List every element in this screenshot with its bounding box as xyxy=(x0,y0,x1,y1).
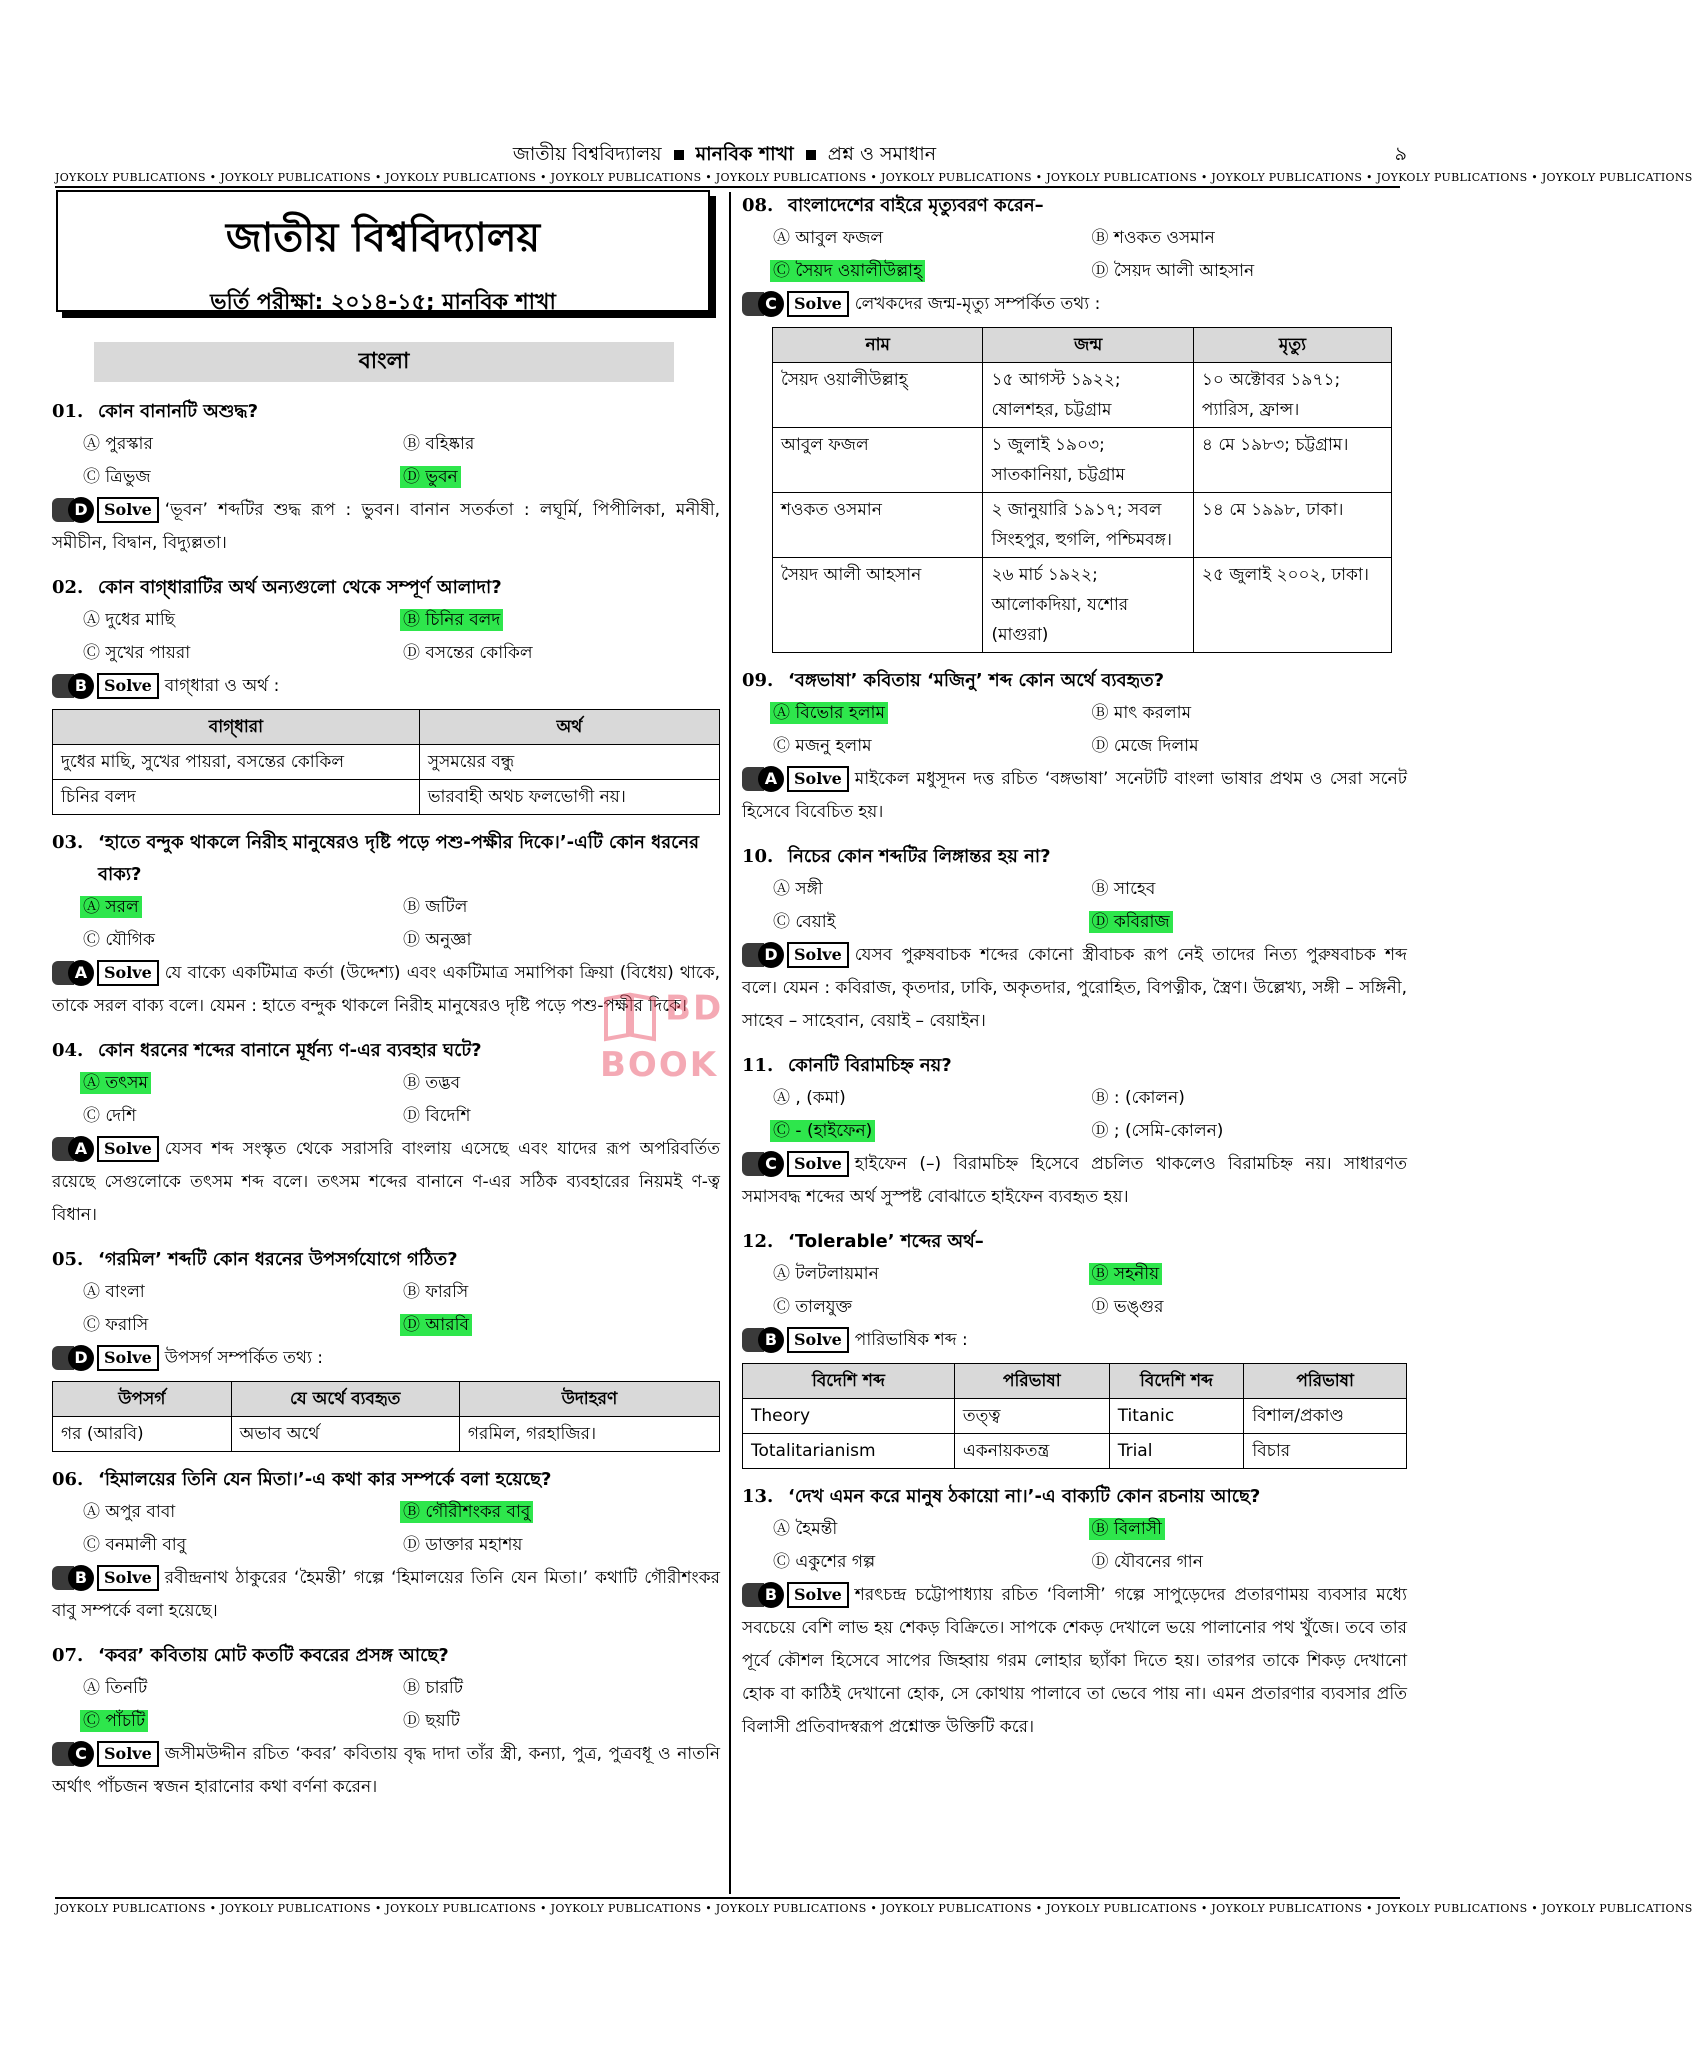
question-text: ‘বঙ্গভাষা’ কবিতায় ‘মজিনু’ শব্দ কোন অর্থে ব্যবহৃত? xyxy=(788,670,1165,691)
answer-letter: A xyxy=(758,766,784,792)
options xyxy=(742,222,1407,288)
page-header-title xyxy=(0,140,1449,172)
solve-badge xyxy=(742,1327,849,1353)
table-cell: ৪ মে ১৯৮৩; চট্টগ্রাম। xyxy=(1193,428,1391,493)
question-number: 06. xyxy=(52,1469,84,1490)
solution xyxy=(742,1579,1407,1744)
answer-letter: C xyxy=(758,1151,784,1177)
table-header: নাম xyxy=(773,328,983,363)
question-text: নিচের কোন শব্দটির লিঙ্গান্তর হয় না? xyxy=(788,846,1051,867)
solution-text: মাইকেল মধুসূদন দত্ত রচিত ‘বঙ্গভাষা’ সনেটটি বাংলা ভাষার প্রথম ও সেরা সনেট হিসেবে বিবেচিত হয়। xyxy=(742,769,1407,822)
solution-text: শরৎচন্দ্র চট্টোপাধ্যায় রচিত ‘বিলাসী’ গল্পে সাপুড়েদের প্রতারণাময় ব্যবসার মধ্যে সবচেয়ে বেশি লাভ হয় শেকড় বিক্রিতে। সাপকে শেকড় দেখালে ভয়ে পালানোর পথ খুঁজে। তবে তার পূর্বে কৌশল হিসেবে সাপের জিহ্বায় গরম লোহার ছ্যাঁকা দিতে হয়। তারপর তাকে শিকড় দেখানো হোক বা কাঠিই দেখানো হোক, সে কোথায় পালাবে তা ভেবে পায় না। এমন প্রতারণার ব্যবসার প্রতি বিলাসী প্রতিবাদস্বরূপ প্রশ্নোক্ত উক্তিটি করে। xyxy=(742,1585,1407,1737)
options xyxy=(742,1258,1407,1324)
solve-label: Solve xyxy=(97,497,159,523)
table-header: বিদেশি শব্দ xyxy=(743,1364,955,1399)
table-cell: ১০ অক্টোবর ১৯৭১; প্যারিস, ফ্রান্স। xyxy=(1193,363,1391,428)
solve-badge xyxy=(742,1151,849,1177)
table-cell: বিচার xyxy=(1244,1434,1407,1469)
subject-heading: বাংলা xyxy=(94,342,674,382)
option-d-correct[interactable]: Ⓓ কবিরাজ xyxy=(1089,911,1173,933)
option-d[interactable]: Ⓓ বসন্তের কোকিল xyxy=(403,643,533,663)
solve-label: Solve xyxy=(97,1136,159,1162)
solve-label: Solve xyxy=(787,291,849,317)
options xyxy=(52,1276,720,1342)
solution xyxy=(52,670,720,703)
page-number: ৯ xyxy=(1394,143,1407,165)
solve-badge xyxy=(52,1565,159,1591)
question-11 xyxy=(742,1050,1407,1214)
solve-badge xyxy=(52,1741,159,1767)
table-header: উদাহরণ xyxy=(459,1382,719,1417)
table-cell: চিনির বলদ xyxy=(53,780,420,815)
option-d[interactable]: Ⓓ যৌবনের গান xyxy=(1091,1552,1203,1572)
options xyxy=(52,891,720,957)
table-header: যে অর্থে ব্যবহৃত xyxy=(231,1382,459,1417)
table-header: বিদেশি শব্দ xyxy=(1109,1364,1244,1399)
solve-label: Solve xyxy=(97,960,159,986)
option-a[interactable]: Ⓐ অপুর বাবা xyxy=(83,1502,176,1522)
answer-letter: B xyxy=(68,673,94,699)
table-cell: ১ জুলাই ১৯০৩; সাতকানিয়া, চট্টগ্রাম xyxy=(983,428,1193,493)
question-text: কোন বাগ্‌ধারাটির অর্থ অন্যগুলো থেকে সম্পূর্ণ আলাদা? xyxy=(98,577,502,598)
header-rule xyxy=(55,186,1400,188)
solution-text: বাগ্‌ধারা ও অর্থ : xyxy=(164,676,280,696)
table-header: অর্থ xyxy=(419,710,719,745)
right-column xyxy=(742,190,1407,1756)
question-02 xyxy=(52,572,720,815)
title-box xyxy=(56,190,710,315)
solve-badge xyxy=(742,291,849,317)
option-d[interactable]: Ⓓ বিদেশি xyxy=(403,1106,471,1126)
option-a[interactable]: Ⓐ পুরস্কার xyxy=(83,434,153,454)
solution xyxy=(742,763,1407,829)
solve-label: Solve xyxy=(97,673,159,699)
option-a[interactable]: Ⓐ তিনটি xyxy=(83,1678,148,1698)
option-c[interactable]: Ⓒ সুখের পায়রা xyxy=(83,643,191,663)
solution-text: ‘ভূবন’ শব্দটির শুদ্ধ রূপ : ভুবন। বানান সতর্কতা : লঘূর্মি, পিপীলিকা, মনীষী, সমীচীন, বিদ্বান, বিদ্যুল্লতা। xyxy=(52,500,720,553)
header-text-branch: মানবিক শাখা xyxy=(695,143,794,165)
option-d[interactable]: Ⓓ ছয়টি xyxy=(403,1711,460,1731)
solve-badge xyxy=(52,497,159,523)
option-c-correct[interactable]: Ⓒ - (হাইফেন) xyxy=(770,1120,875,1142)
question-number: 11. xyxy=(742,1055,774,1076)
option-b[interactable]: Ⓑ চারটি xyxy=(403,1678,463,1698)
question-06 xyxy=(52,1464,720,1628)
option-b-correct[interactable]: Ⓑ চিনির বলদ xyxy=(400,609,503,631)
question-number: 05. xyxy=(52,1249,84,1270)
solve-label: Solve xyxy=(787,1327,849,1353)
solution-text: পারিভাষিক শব্দ : xyxy=(854,1330,968,1350)
watermark-text: BD BOOK xyxy=(600,988,724,1085)
solve-badge xyxy=(52,673,159,699)
option-b[interactable]: Ⓑ সাহেব xyxy=(1091,879,1156,899)
solution-text: হাইফেন (–) বিরামচিহ্ন হিসেবে প্রচলিত থাকলেও বিরামচিহ্ন নয়। সাধারণত সমাসবদ্ধ শব্দের অর্থ সুস্পষ্ট বোঝাতে হাইফেন ব্যবহৃত হয়। xyxy=(742,1154,1407,1207)
footer-rule xyxy=(55,1897,1400,1899)
table-header: পরিভাষা xyxy=(1244,1364,1407,1399)
option-c[interactable]: Ⓒ ফরাসি xyxy=(83,1315,149,1335)
option-a-correct[interactable]: Ⓐ বিভোর হলাম xyxy=(770,702,888,724)
idiom-table xyxy=(52,709,720,815)
question-number: 13. xyxy=(742,1486,774,1507)
solve-label: Solve xyxy=(787,942,849,968)
options xyxy=(52,1496,720,1562)
header-text-university: জাতীয় বিশ্ববিদ্যালয় xyxy=(512,143,662,165)
solve-badge xyxy=(742,942,849,968)
answer-letter: D xyxy=(758,942,784,968)
table-cell: গরমিল, গরহাজির। xyxy=(459,1417,719,1452)
option-b-correct[interactable]: Ⓑ গৌরীশংকর বাবু xyxy=(400,1501,533,1523)
option-b[interactable]: Ⓑ : (কোলন) xyxy=(1091,1088,1185,1108)
option-b[interactable]: Ⓑ জটিল xyxy=(403,897,468,917)
question-text: ‘হিমালয়ের তিনি যেন মিতা।’-এ কথা কার সম্পর্কে বলা হয়েছে? xyxy=(98,1469,552,1490)
table-cell: ১৪ মে ১৯৯৮, ঢাকা। xyxy=(1193,493,1391,558)
authors-table xyxy=(772,327,1392,653)
question-number: 07. xyxy=(52,1645,84,1666)
table-header: উপসর্গ xyxy=(53,1382,232,1417)
options xyxy=(742,873,1407,939)
option-b[interactable]: Ⓑ ফারসি xyxy=(403,1282,469,1302)
table-cell: ২৫ জুলাই ২০০২, ঢাকা। xyxy=(1193,558,1391,653)
solve-label: Solve xyxy=(787,766,849,792)
option-d[interactable]: Ⓓ মেজে দিলাম xyxy=(1091,736,1199,756)
question-text: ‘দেখ এমন করে মানুষ ঠকায়ো না।’-এ বাক্যটি কোন রচনায় আছে? xyxy=(788,1486,1261,1507)
solution-text: লেখকদের জন্ম-মৃত্যু সম্পর্কিত তথ্য : xyxy=(854,294,1101,314)
question-text: কোন বানানটি অশুদ্ধ? xyxy=(98,401,259,422)
publisher-line-top: JOYKOLY PUBLICATIONS • JOYKOLY PUBLICATIONS • JOYKOLY PUBLICATIONS • JOYKOLY PUBLICATIONS • JOYKOLY PUBLICATIONS • JOYKOLY PUBLICATIONS • JOYKOLY PUBLICATIONS • JOYKOLY PUBLICATIONS • JOYKOLY PUBLICATIONS • JOYKOLY PUBLICATIONS xyxy=(55,171,1693,184)
question-number: 12. xyxy=(742,1231,774,1252)
option-a[interactable]: Ⓐ হৈমন্তী xyxy=(773,1519,838,1539)
exam-subtitle: ভর্তি পরীক্ষা: ২০১৪-১৫; মানবিক শাখা xyxy=(210,290,556,315)
question-number: 09. xyxy=(742,670,774,691)
option-c[interactable]: Ⓒ মজনু হলাম xyxy=(773,736,872,756)
solve-label: Solve xyxy=(97,1741,159,1767)
answer-letter: D xyxy=(68,1345,94,1371)
question-number: 01. xyxy=(52,401,84,422)
table-cell: দুধের মাছি, সুখের পায়রা, বসন্তের কোকিল xyxy=(53,745,420,780)
answer-letter: A xyxy=(68,960,94,986)
solve-label: Solve xyxy=(787,1582,849,1608)
book-icon xyxy=(600,985,660,1045)
solution-text: রবীন্দ্রনাথ ঠাকুরের ‘হৈমন্তী’ গল্পে ‘হিমালয়ের তিনি যেন মিতা।’ কথাটি গৌরীশংকর বাবু সম্পর্কে বলা হয়েছে। xyxy=(52,1568,720,1621)
question-number: 08. xyxy=(742,195,774,216)
solve-label: Solve xyxy=(787,1151,849,1177)
table-cell: গর (আরবি) xyxy=(53,1417,232,1452)
option-a[interactable]: Ⓐ , (কমা) xyxy=(773,1088,846,1108)
option-a[interactable]: Ⓐ বাংলা xyxy=(83,1282,145,1302)
solve-badge xyxy=(52,1345,159,1371)
option-c-correct[interactable]: Ⓒ পাঁচটি xyxy=(80,1710,148,1732)
option-c[interactable]: Ⓒ তালযুক্ত xyxy=(773,1297,853,1317)
solution-text: জসীমউদ্দীন রচিত ‘কবর’ কবিতায় বৃদ্ধ দাদা তাঁর স্ত্রী, কন্যা, পুত্র, পুত্রবধূ ও নাতনি অর্থাৎ পাঁচজন স্বজন হারানোর কথা বর্ণনা করেন। xyxy=(52,1744,720,1797)
answer-letter: C xyxy=(758,291,784,317)
table-header: বাগ্‌ধারা xyxy=(53,710,420,745)
question-12 xyxy=(742,1226,1407,1469)
table-cell: বিশাল/প্রকাণ্ড xyxy=(1244,1399,1407,1434)
option-d-correct[interactable]: Ⓓ আরবি xyxy=(400,1314,472,1336)
table-header: জন্ম xyxy=(983,328,1193,363)
question-07 xyxy=(52,1640,720,1804)
option-a[interactable]: Ⓐ সঙ্গী xyxy=(773,879,823,899)
table-cell: একনায়কতন্ত্র xyxy=(954,1434,1109,1469)
question-text: বাংলাদেশের বাইরে মৃত্যুবরণ করেন– xyxy=(788,195,1044,216)
option-c[interactable]: Ⓒ বেয়াই xyxy=(773,912,836,932)
question-10 xyxy=(742,841,1407,1038)
prefix-table xyxy=(52,1381,720,1452)
question-text: ‘Tolerable’ শব্দের অর্থ– xyxy=(788,1231,984,1252)
terminology-table xyxy=(742,1363,1407,1469)
table-cell: Theory xyxy=(743,1399,955,1434)
solution xyxy=(742,1148,1407,1214)
question-text: কোনটি বিরামচিহ্ন নয়? xyxy=(788,1055,952,1076)
option-c[interactable]: Ⓒ ত্রিভুজ xyxy=(83,467,151,487)
table-cell: ২৬ মার্চ ১৯২২; আলোকদিয়া, যশোর (মাগুরা) xyxy=(983,558,1193,653)
question-text: ‘হাতে বন্দুক থাকলে নিরীহ মানুষেরও দৃষ্টি পড়ে পশু-পক্ষীর দিকে।’-এটি কোন ধরনের বাক্য? xyxy=(98,832,700,885)
question-09 xyxy=(742,665,1407,829)
option-d[interactable]: Ⓓ ডাক্তার মহাশয় xyxy=(403,1535,523,1555)
table-cell: অভাব অর্থে xyxy=(231,1417,459,1452)
option-b[interactable]: Ⓑ বহিষ্কার xyxy=(403,434,475,454)
answer-letter: D xyxy=(68,497,94,523)
option-a[interactable]: Ⓐ আবুল ফজল xyxy=(773,228,884,248)
option-a-correct[interactable]: Ⓐ তৎসম xyxy=(80,1072,151,1094)
square-bullet-icon xyxy=(674,150,684,160)
table-cell: শওকত ওসমান xyxy=(773,493,983,558)
solution-text: যেসব শব্দ সংস্কৃত থেকে সরাসরি বাংলায় এসেছে এবং যাদের রূপ অপরিবর্তিত রয়েছে সেগুলোকে তৎসম শব্দ বলে। তৎসম শব্দের বানানে ণ-এর সঠিক ব্যবহারের নিয়মই ণ-ত্ব বিধান। xyxy=(52,1139,720,1225)
table-cell: সৈয়দ ওয়ালীউল্লাহ্ xyxy=(773,363,983,428)
option-d[interactable]: Ⓓ ভঙ্গুর xyxy=(1091,1297,1164,1317)
question-number: 02. xyxy=(52,577,84,598)
table-cell: Trial xyxy=(1109,1434,1244,1469)
options xyxy=(742,1513,1407,1579)
option-c[interactable]: Ⓒ বনমালী বাবু xyxy=(83,1535,187,1555)
answer-letter: B xyxy=(68,1565,94,1591)
solution xyxy=(742,939,1407,1038)
table-cell: ২ জানুয়ারি ১৯১৭; সবল সিংহপুর, হুগলি, পশ্চিমবঙ্গ। xyxy=(983,493,1193,558)
answer-letter: B xyxy=(758,1582,784,1608)
main-title: জাতীয় বিশ্ববিদ্যালয় xyxy=(225,215,541,261)
solution xyxy=(52,1133,720,1232)
solution xyxy=(52,1342,720,1375)
table-cell: Totalitarianism xyxy=(743,1434,955,1469)
option-d[interactable]: Ⓓ ; (সেমি-কোলন) xyxy=(1091,1121,1224,1141)
option-b[interactable]: Ⓑ শওকত ওসমান xyxy=(1091,228,1215,248)
question-05 xyxy=(52,1244,720,1452)
table-header: মৃত্যু xyxy=(1193,328,1391,363)
solve-badge xyxy=(52,1136,159,1162)
question-13 xyxy=(742,1481,1407,1744)
table-cell: Titanic xyxy=(1109,1399,1244,1434)
question-08 xyxy=(742,190,1407,653)
options xyxy=(52,428,720,494)
solve-badge xyxy=(742,1582,849,1608)
table-cell: আবুল ফজল xyxy=(773,428,983,493)
option-a-correct[interactable]: Ⓐ সরল xyxy=(80,896,142,918)
option-c[interactable]: Ⓒ দেশি xyxy=(83,1106,137,1126)
square-bullet-icon xyxy=(806,150,816,160)
question-text: ‘গরমিল’ শব্দটি কোন ধরনের উপসর্গযোগে গঠিত? xyxy=(98,1249,458,1270)
solution xyxy=(742,1324,1407,1357)
solve-badge xyxy=(742,766,849,792)
solution xyxy=(742,288,1407,321)
solve-label: Solve xyxy=(97,1565,159,1591)
option-d[interactable]: Ⓓ সৈয়দ আলী আহসান xyxy=(1091,261,1255,281)
solution-text: উপসর্গ সম্পর্কিত তথ্য : xyxy=(164,1348,324,1368)
option-d-correct[interactable]: Ⓓ ভুবন xyxy=(400,466,461,488)
options xyxy=(52,604,720,670)
solution xyxy=(52,1738,720,1804)
question-01 xyxy=(52,396,720,560)
option-a[interactable]: Ⓐ টলটলায়মান xyxy=(773,1264,879,1284)
options xyxy=(742,697,1407,763)
solve-label: Solve xyxy=(97,1345,159,1371)
answer-letter: B xyxy=(758,1327,784,1353)
solution-text: যে বাক্যে একটিমাত্র কর্তা (উদ্দেশ্য) এবং একটিমাত্র সমাপিকা ক্রিয়া (বিধেয়) থাকে, তাকে সরল বাক্য বলে। যেমন : হাতে বন্দুক থাকলে নিরীহ মানুষেরও দৃষ্টি পড়ে পশু-পক্ষীর দিকে। xyxy=(52,963,720,1016)
options xyxy=(742,1082,1407,1148)
publisher-line-bottom: JOYKOLY PUBLICATIONS • JOYKOLY PUBLICATIONS • JOYKOLY PUBLICATIONS • JOYKOLY PUBLICATIONS • JOYKOLY PUBLICATIONS • JOYKOLY PUBLICATIONS • JOYKOLY PUBLICATIONS • JOYKOLY PUBLICATIONS • JOYKOLY PUBLICATIONS • JOYKOLY PUBLICATIONS xyxy=(55,1902,1693,1915)
question-number: 04. xyxy=(52,1040,84,1061)
option-b-correct[interactable]: Ⓑ বিলাসী xyxy=(1089,1518,1165,1540)
table-header: পরিভাষা xyxy=(954,1364,1109,1399)
option-b-correct[interactable]: Ⓑ সহনীয় xyxy=(1089,1263,1163,1285)
table-cell: ১৫ আগস্ট ১৯২২; ষোলশহর, চট্টগ্রাম xyxy=(983,363,1193,428)
option-b[interactable]: Ⓑ মাৎ করলাম xyxy=(1091,703,1192,723)
options xyxy=(52,1672,720,1738)
option-d[interactable]: Ⓓ অনুজ্ঞা xyxy=(403,930,472,950)
option-b[interactable]: Ⓑ তদ্ভব xyxy=(403,1073,461,1093)
table-cell: ভারবাহী অথচ ফলভোগী নয়। xyxy=(419,780,719,815)
option-a[interactable]: Ⓐ দুধের মাছি xyxy=(83,610,175,630)
solution xyxy=(52,1562,720,1628)
question-text: ‘কবর’ কবিতায় মোট কতটি কবরের প্রসঙ্গ আছে? xyxy=(98,1645,449,1666)
header-text-qa: প্রশ্ন ও সমাধান xyxy=(827,143,937,165)
solve-badge xyxy=(52,960,159,986)
solution-text: যেসব পুরুষবাচক শব্দের কোনো স্ত্রীবাচক রূপ নেই তাদের নিত্য পুরুষবাচক শব্দ বলে। যেমন : কবিরাজ, কৃতদার, ঢাকি, অকৃতদার, পুরোহিত, বিপত্নীক, স্ত্রৈণ। উল্লেখ্য, সঙ্গী – সঙ্গিনী, সাহেব – সাহেবান, বেয়াই – বেয়াইন। xyxy=(742,945,1407,1031)
question-number: 03. xyxy=(52,832,84,853)
question-text: কোন ধরনের শব্দের বানানে মূর্ধন্য ণ-এর ব্যবহার ঘটে? xyxy=(98,1040,482,1061)
option-c[interactable]: Ⓒ যৌগিক xyxy=(83,930,155,950)
solution xyxy=(52,494,720,560)
answer-letter: A xyxy=(68,1136,94,1162)
table-cell: সুসময়ের বন্ধু xyxy=(419,745,719,780)
table-cell: তত্ত্ব xyxy=(954,1399,1109,1434)
table-cell: সৈয়দ আলী আহসান xyxy=(773,558,983,653)
question-number: 10. xyxy=(742,846,774,867)
option-c-correct[interactable]: Ⓒ সৈয়দ ওয়ালীউল্লাহ্ xyxy=(770,260,925,282)
option-c[interactable]: Ⓒ একুশের গল্প xyxy=(773,1552,876,1572)
answer-letter: C xyxy=(68,1741,94,1767)
